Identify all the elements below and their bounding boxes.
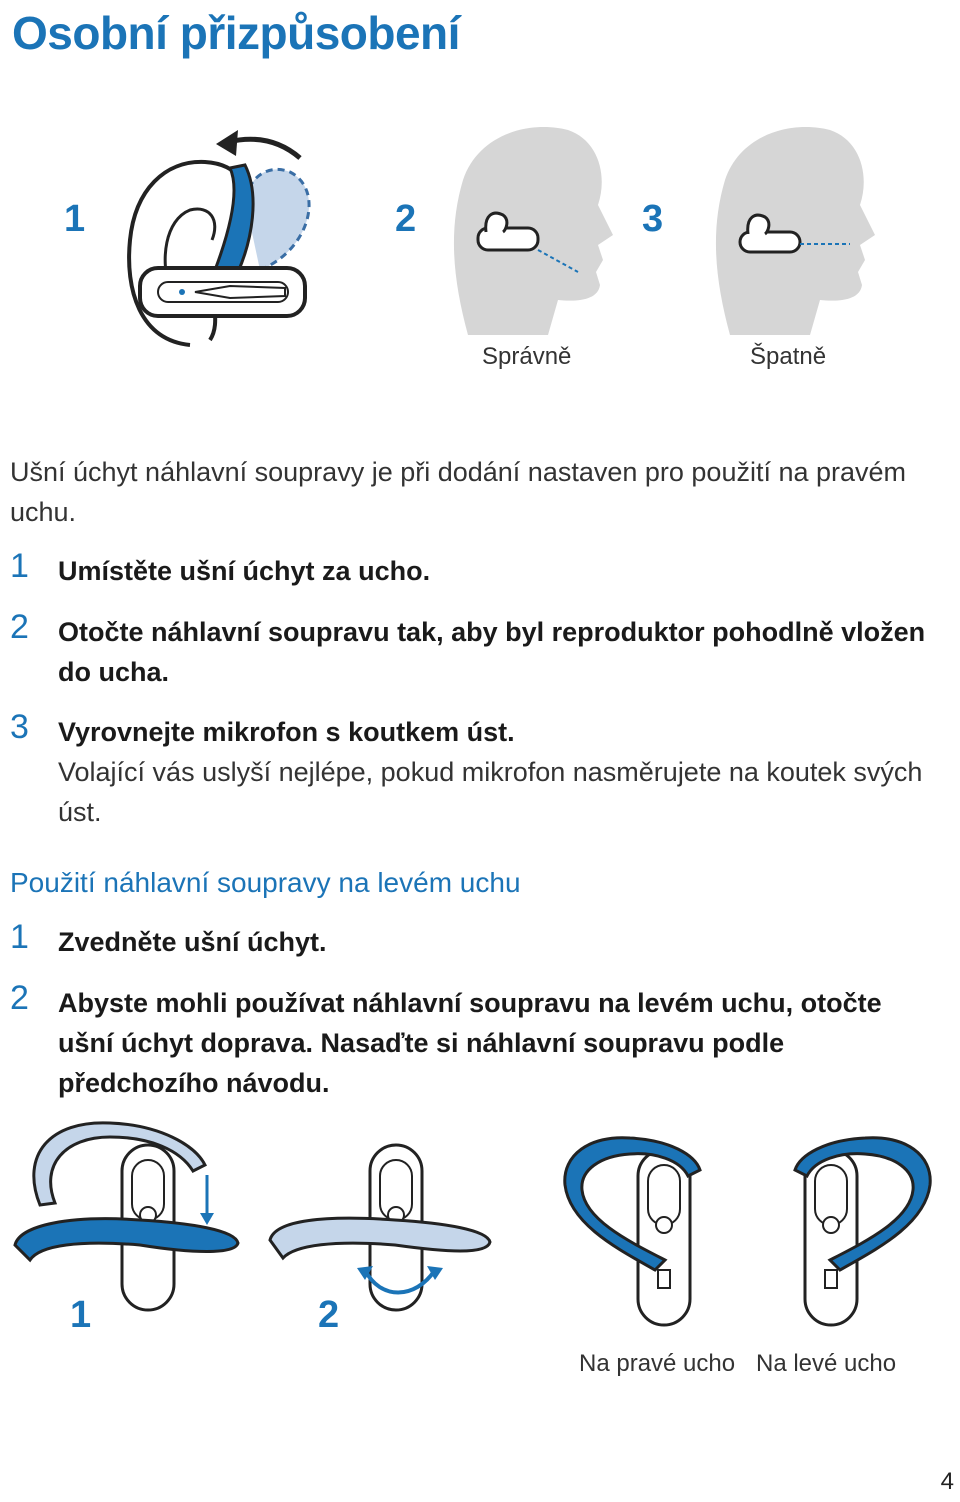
figure-step-1: 1 (64, 198, 86, 240)
step-detail: Volající vás uslyší nejlépe, pokud mikrofon nasměrujete na koutek svých úst. (58, 757, 923, 827)
caption-right-ear: Na pravé ucho (579, 1350, 736, 1377)
bottom-step-2: 2 (318, 1294, 340, 1336)
step-number: 3 (10, 708, 29, 746)
head-wrong-illustration (710, 120, 880, 335)
left-ear-heading: Použití náhlavní soupravy na levém uchu (10, 867, 521, 898)
right-ear-hook-illustration (560, 1130, 735, 1330)
step-text: Abyste mohli používat náhlavní soupravu na levém uchu, otočte ušní úchyt doprava. Nasaďte si náhlavní soupravu podle předchozího návodu. (58, 988, 882, 1098)
step-number: 2 (10, 979, 29, 1017)
step-number: 1 (10, 918, 29, 956)
lift-hook-illustration (10, 1115, 250, 1315)
step-2 (10, 608, 940, 692)
page-title: Osobní přizpůsobení (12, 7, 460, 59)
rotate-hook-illustration (265, 1140, 495, 1315)
step-text: Umístěte ušní úchyt za ucho. (58, 556, 431, 586)
step-text: Vyrovnejte mikrofon s koutkem úst. (58, 717, 515, 747)
caption-correct: Správně (482, 343, 572, 370)
figure-step-2: 2 (395, 198, 417, 240)
left-ear-hook-illustration (760, 1130, 935, 1330)
head-correct-illustration (448, 120, 618, 335)
bottom-step-1: 1 (70, 1294, 92, 1336)
intro-paragraph: Ušní úchyt náhlavní soupravy je při dodání nastaven pro použití na pravém uchu. (10, 457, 907, 527)
left-ear-step-1 (10, 918, 940, 962)
figure-step-3: 3 (642, 198, 664, 240)
page-number: 4 (940, 1468, 954, 1495)
step-number: 1 (10, 547, 29, 585)
ear-hook-illustration (120, 120, 330, 355)
step-1 (10, 547, 940, 591)
caption-left-ear: Na levé ucho (756, 1350, 897, 1377)
step-text: Otočte náhlavní soupravu tak, aby byl reproduktor pohodlně vložen do ucha. (58, 617, 926, 687)
caption-wrong: Špatně (750, 343, 827, 370)
step-text: Zvedněte ušní úchyt. (58, 927, 327, 957)
step-3 (10, 708, 940, 832)
step-number: 2 (10, 608, 29, 646)
left-ear-step-2 (10, 979, 940, 1103)
